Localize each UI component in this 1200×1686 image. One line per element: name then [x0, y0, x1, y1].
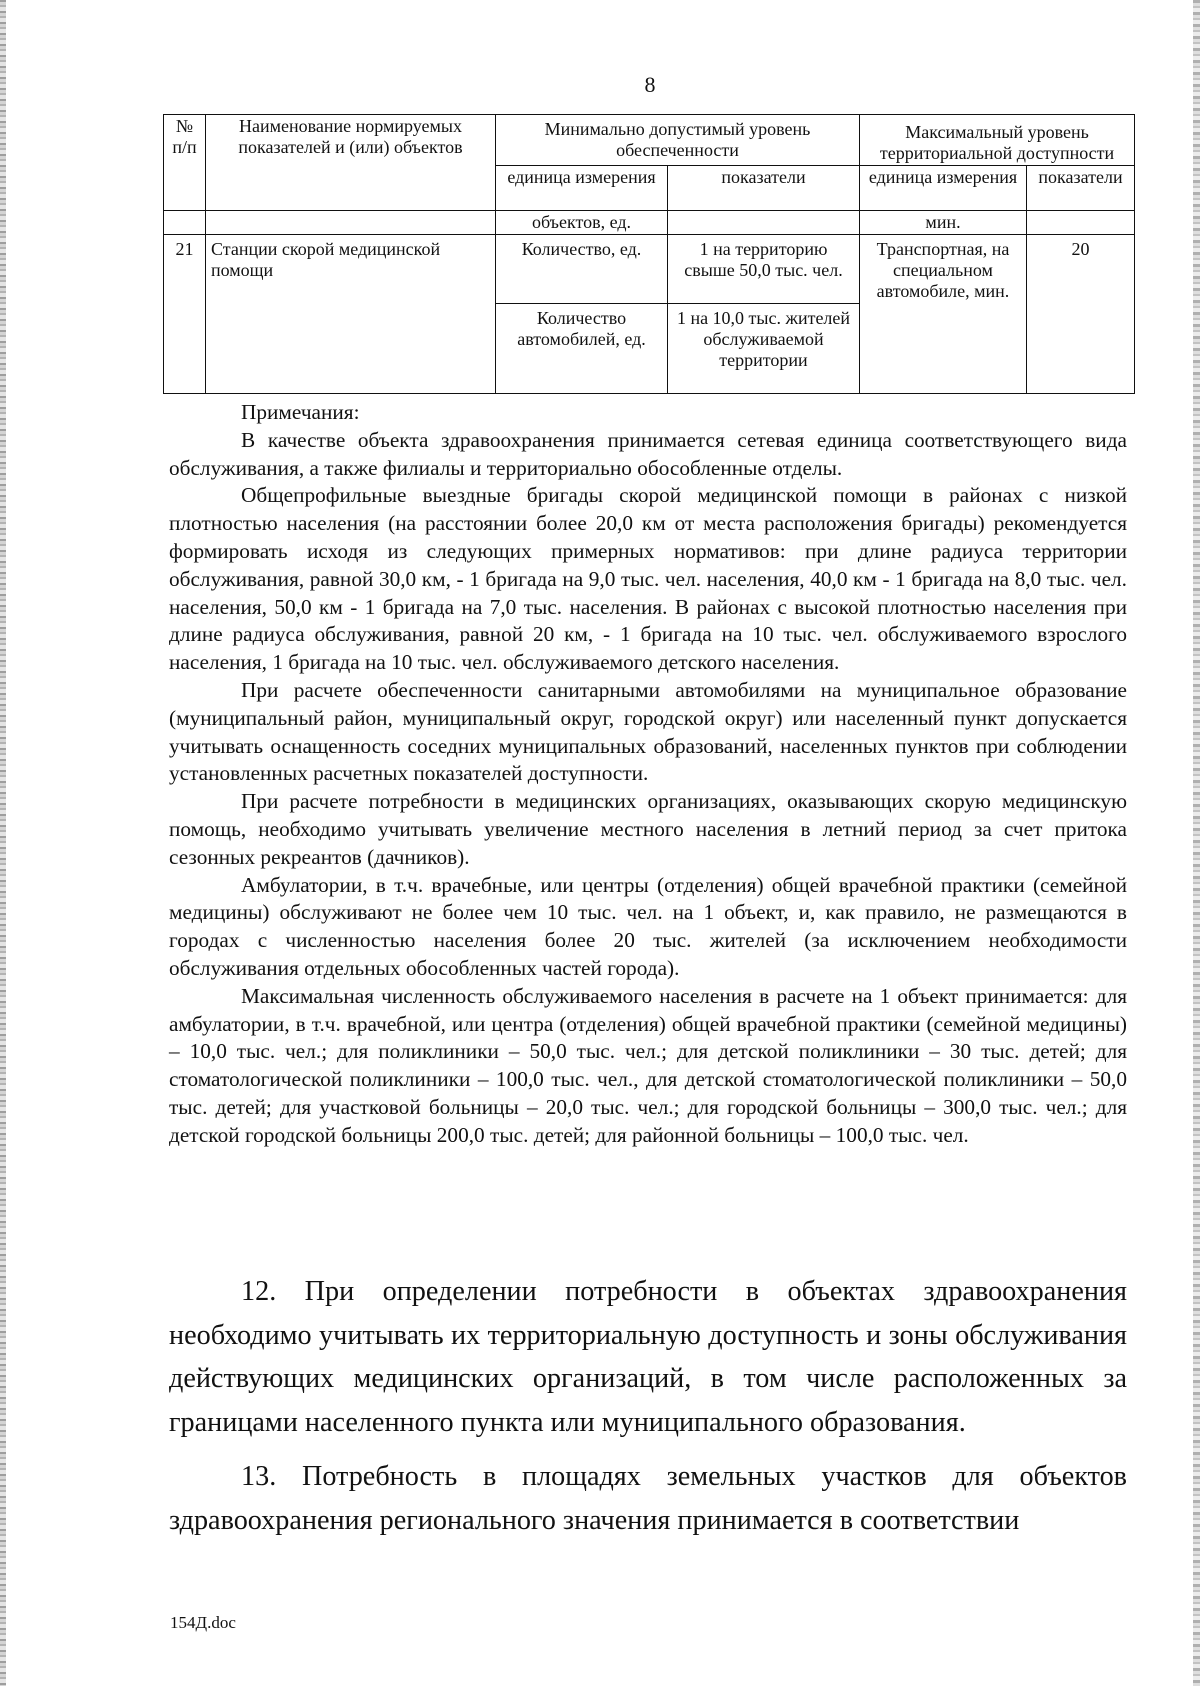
header-max-indicators: показатели — [1027, 166, 1135, 211]
table-row — [164, 235, 1135, 304]
header-max-unit: единица измерения — [860, 166, 1027, 211]
header-indicators: показатели — [668, 166, 860, 211]
notes-heading: Примечания: — [241, 400, 360, 424]
paragraph-13: 13. Потребность в площадях земельных участков для объектов здравоохранения регионального значения принимается в соответствии — [169, 1461, 1127, 1536]
note-paragraph: Максимальная численность обслуживаемого населения в расчете на 1 объект принимается: для амбулатории, в т.ч. врачебной, или центра (отделения) общей врачебной практики (семейной медицины) – 10,0 тыс. чел.; для поликлиники – 50,0 тыс. чел.; для детской поликлиники – 30 тыс. детей; для стоматологической поликлиники – 100,0 тыс. чел., для детской стоматологической поликлиники – 50,0 тыс. детей; для участковой больницы – 20,0 тыс. чел.; для городской больницы – 300,0 тыс. чел.; для детской городской больницы 200,0 тыс. детей; для районной больницы – 100,0 тыс. чел. — [169, 983, 1127, 1147]
row-unit-2: Количество автомобилей, ед. — [496, 304, 668, 394]
continued-num — [164, 211, 206, 235]
continued-max-indicator — [1027, 211, 1135, 235]
table-row — [164, 211, 1135, 235]
row-indicator-1: 1 на территорию свыше 50,0 тыс. чел. — [668, 235, 860, 304]
row-name: Станции скорой медицинской помощи — [206, 235, 496, 394]
page-number: 8 — [644, 72, 656, 97]
notes-section — [169, 399, 1127, 1150]
table-header-row — [164, 115, 1135, 166]
continued-min-indicator — [668, 211, 860, 235]
header-num: № п/п — [164, 115, 206, 211]
scan-edge-right — [1193, 0, 1200, 1686]
paragraph-12: 12. При определении потребности в объектах здравоохранения необходимо учитывать их территориальную доступность и зоны обслуживания действующих медицинских организаций, в том числе расположенных за границами населенного пункта или муниципального образования. — [169, 1276, 1127, 1438]
main-text — [169, 1270, 1127, 1542]
continued-name — [206, 211, 496, 235]
note-paragraph: В качестве объекта здравоохранения принимается сетевая единица соответствующего вида обслуживания, а также филиалы и территориально обособленные отделы. — [169, 427, 1127, 480]
scan-edge-left — [0, 0, 6, 1686]
note-paragraph: При расчете обеспеченности санитарными автомобилями на муниципальное образование (муниципальный район, муниципальный округ, городской округ) или населенный пункт допускается учитывать оснащенность соседних муниципальных образований, населенных пунктов при соблюдении установленных расчетных показателей доступности. — [169, 677, 1127, 786]
continued-max-unit: мин. — [860, 211, 1027, 235]
header-unit: единица измерения — [496, 166, 668, 211]
footer-file-name: 154Д.doc — [170, 1613, 236, 1632]
note-paragraph: Амбулатории, в т.ч. врачебные, или центры (отделения) общей врачебной практики (семейной медицины) обслуживают не более чем 10 тыс. чел. на 1 объект, и, как правило, не размещаются в городах с численностью населения более 20 тыс. жителей (за исключением необходимости обслуживания отдельных обособленных частей города). — [169, 872, 1127, 980]
row-max-unit: Транспортная, на специальном автомобиле, мин. — [860, 235, 1027, 394]
note-paragraph: При расчете потребности в медицинских организациях, оказывающих скорую медицинскую помощь, необходимо учитывать увеличение местного населения в летний период за счет притока сезонных рекреантов (дачников). — [169, 789, 1127, 869]
row-indicator-2: 1 на 10,0 тыс. жителей обслуживаемой территории — [668, 304, 860, 394]
header-name: Наименование нормируемых показателей и (или) объектов — [206, 115, 496, 211]
header-max-level: Максимальный уровень территориальной доступности — [860, 115, 1135, 166]
note-paragraph: Общепрофильные выездные бригады скорой медицинской помощи в районах с низкой плотностью населения (на расстоянии более 20,0 км от места расположения бригады) рекомендуется формировать исходя из следующих примерных нормативов: при длине радиуса территории обслуживания, равной 30,0 км, - 1 бригада на 9,0 тыс. чел. населения, 40,0 км - 1 бригада на 8,0 тыс. чел. населения, 50,0 км - 1 бригада на 7,0 тыс. населения. В районах с высокой плотностью населения при длине радиуса обслуживания, равной 20 км, - 1 бригада на 10 тыс. чел. обслуживаемого взрослого населения, 1 бригада на 10 тыс. чел. обслуживаемого детского населения. — [169, 483, 1127, 675]
header-min-level: Минимально допустимый уровень обеспеченности — [496, 115, 860, 166]
row-max-value: 20 — [1027, 235, 1135, 394]
norm-table — [163, 114, 1135, 394]
continued-min-unit: объектов, ед. — [496, 211, 668, 235]
row-unit-1: Количество, ед. — [496, 235, 668, 304]
row-num: 21 — [164, 235, 206, 394]
